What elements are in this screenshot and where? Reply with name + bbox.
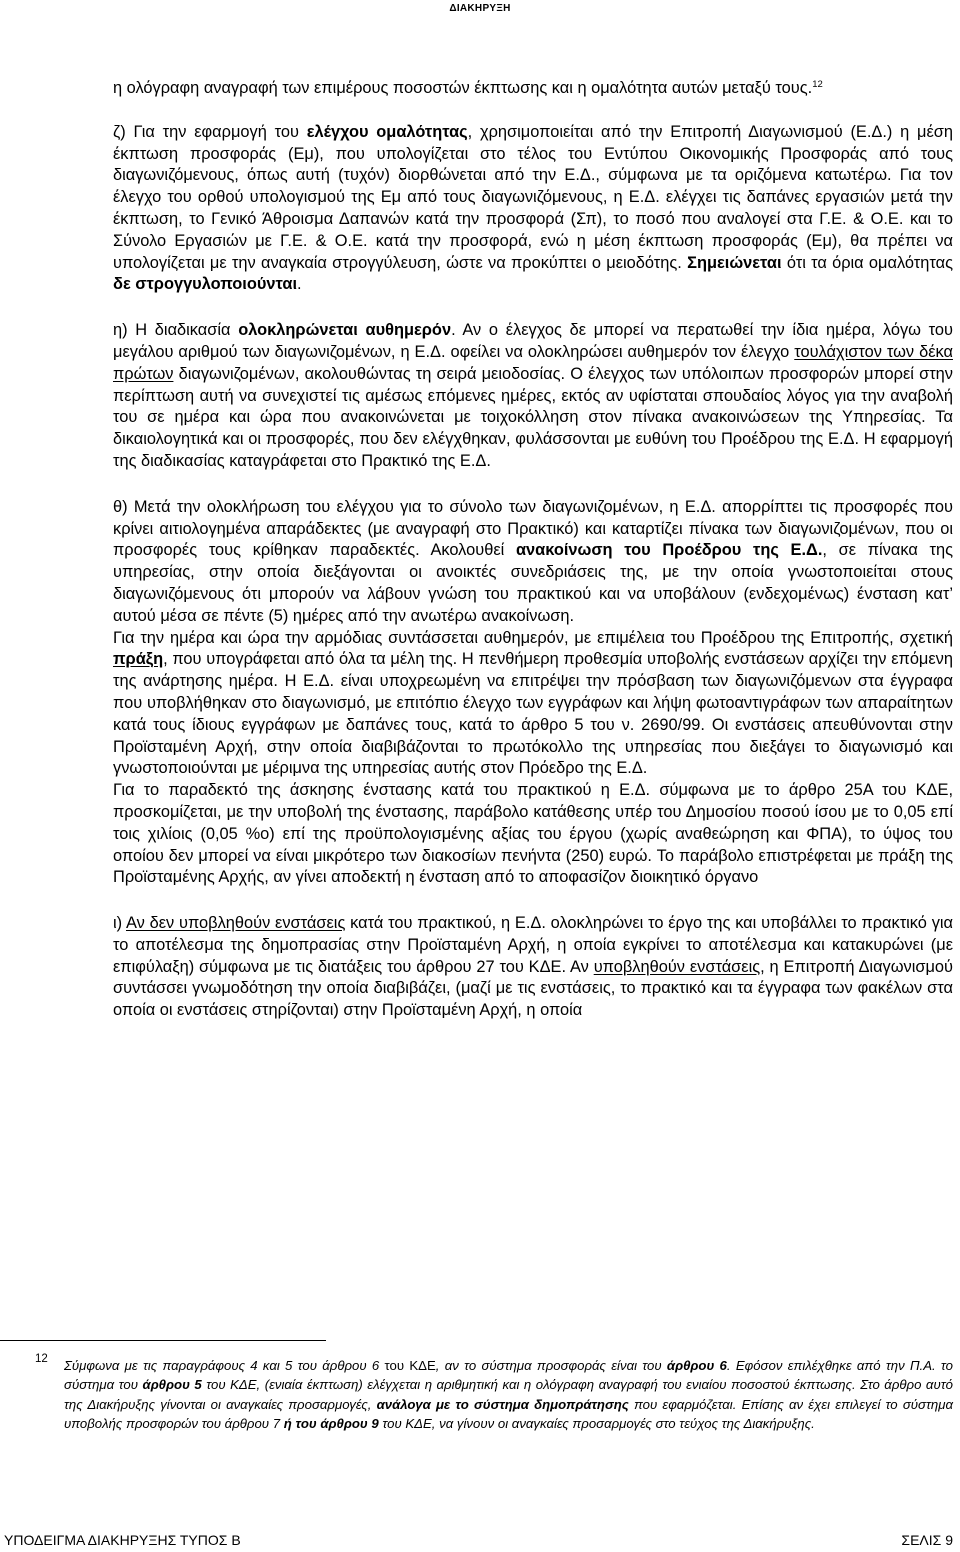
footnote: Σύμφωνα με τις παραγράφους 4 και 5 του άρθρου 6 του ΚΔΕ, αν το σύστημα προσφοράς είναι του άρθρου 6. Εφόσον επιλέχθηκε από την Π.Α. το σύστημα του άρθρου 5 του ΚΔΕ, (ενιαία έκπτωση) ελέγχεται η αριθμητική και η ολόγραφη αναγραφή του ενιαίου ποσοστού έκπτωσης. Στο άρθρο αυτό της Διακήρυξης γίνονται οι αναγκαίες προσαρμογές, ανάλογα με το σύστημα δημοπράτησης που εφαρμόζεται. Επίσης αν έχει επιλεγεί το σύστημα υποβολής προσφορών του άρθρου 7 ή του άρθρου 9 του ΚΔΕ, να γίνουν οι αναγκαίες προσαρμογές στο τεύχος της Διακήρυξης. bbox=[64, 1358, 954, 1431]
document-header: ΔΙΑΚΗΡΥΞΗ bbox=[449, 3, 511, 14]
paragraph-iota: ι) Αν δεν υποβληθούν ενστάσεις κατά του πρακτικού, η Ε.Δ. ολοκληρώνει το έργο της και υποβάλλει το πρακτικό για το αποτέλεσμα της δημοπρασίας στην Προϊσταμένη Αρχή, η οποία εγκρίνει το αποτέλεσμα και κατακυρώνει (με επιφύλαξη) σύμφωνα με τις διατάξεις του άρθρου 27 του ΚΔΕ. Αν υποβληθούν ενστάσεις, η Επιτροπή Διαγωνισμού συντάσσει γνωμοδότηση την οποία διαβιβάζει, (μαζί με τις ενστάσεις, το πρακτικό και τα έγγραφα των φακέλων στα οποία οι ενστάσεις στηρίζονται) στην Προϊσταμένη Αρχή, η οποία bbox=[113, 914, 954, 1020]
paragraph-pratksi: Για την ημέρα και ώρα την αρμόδιας συντάσσεται αυθημερόν, με επιμέλεια του Προέδρου της Επιτροπής, σχετική πράξη, που υπογράφεται από όλα τα μέλη της. Η πενθήμερη προθεσμία υποβολής ενστάσεων αρχίζει την επόμενη της ανάρτησης ημέρα. Η Ε.Δ. είναι υποχρεωμένη να επιτρέψει την πρόσβαση των διαγωνιζόμενων στα έγγραφα που υποβλήθηκαν στο διαγωνισμό, με επιτόπιο έλεγχο των εγγράφων και λήψη φωτοαντιγράφων των απαραίτητων κατά τους ίδιους εγγράφων με δαπάνες τους, κατά το άρθρο 5 του ν. 2690/99. Οι ενστάσεις απευθύνονται στην Προϊσταμένη Αρχή, στην οποία διαβιβάζονται το πρωτόκολλο της υπηρεσίας που διεξάγει το διαγωνισμό και γνωστοποιούνται με μέριμνα της υπηρεσίας αυτής στον Πρόεδρο της Ε.Δ. bbox=[113, 628, 953, 778]
footnote-reference[interactable]: 12 bbox=[812, 79, 823, 90]
document-body bbox=[113, 78, 953, 1022]
paragraph-z: ζ) Για την εφαρμογή του ελέγχου ομαλότητας, χρησιμοποιείται από την Επιτροπή Διαγωνισμού (Ε.Δ.) η μέση έκπτωση προσφοράς (Εμ), που υπολογίζεται στο τέλος του Εντύπου Οικονομικής Προσφοράς από τους διαγωνιζόμενους, όπως αυτή (τυχόν) διορθώνεται από την Ε.Δ., σύμφωνα με τα οριζόμενα κατωτέρω. Για τον έλεγχο του ορθού υπολογισμού της Εμ από τους διαγωνιζόμενους, η Ε.Δ. ελέγχει τις δαπάνες εργασιών μετά την έκπτωση, το Γενικό Άθροισμα Δαπανών κατά την προσφορά (Σπ), το ποσό που αναλογεί στα Γ.Ε. & Ο.Ε. και το Σύνολο Εργασιών με Γ.Ε. & Ο.Ε. κατά την προσφορά, ενώ η μέση έκπτωση προσφοράς (Εμ), θα πρέπει να υπολογίζεται με την αναγκαία στρογγύλευση, ώστε να προκύπτει ο μειοδότης. Σημειώνεται ότι τα όρια ομαλότητας δε στρογγυλοποιούνται. bbox=[113, 122, 954, 294]
paragraph-i: η) Η διαδικασία ολοκληρώνεται αυθημερόν. Αν ο έλεγχος δε μπορεί να περατωθεί την ίδια ημέρα, λόγω του μεγάλου αριθμού των διαγωνιζομένων, η Ε.Δ. οφείλει να ολοκληρώσει αυθημερόν τον έλεγχο τουλάχιστον των δέκα πρώτων διαγωνιζομένων, ακολουθώντας τη σειρά μειοδοσίας. Ο έλεγχος των υπόλοιπων προσφορών μπορεί στην περίπτωση αυτή να συνεχιστεί τις αμέσως επόμενες ημέρες, εκτός αν υφίσταται σπουδαίος λόγος για την αναβολή του σε ημέρα και ώρα που ανακοινώνεται με τοιχοκόλληση στον πίνακα ανακοινώσεων της Υπηρεσίας. Τα δικαιολογητικά και οι προσφορές, που δεν ελέγχθηκαν, φυλάσσονται με ευθύνη του Προέδρου της Ε.Δ. Η εφαρμογή της διαδικασίας καταγράφεται στο Πρακτικό της Ε.Δ. bbox=[113, 321, 953, 470]
paragraph-th: θ) Μετά την ολοκλήρωση του ελέγχου για το σύνολο των διαγωνιζομένων, η Ε.Δ. απορρίπτει τις προσφορές που κρίνει αιτιολογημένα απαράδεκτες (με αναγραφή στο Πρακτικό) και καταρτίζει πίνακα των διαγωνιζομένων, που οι προσφορές τους κρίθηκαν παραδεκτές. Ακολουθεί ανακοίνωση του Προέδρου της Ε.Δ., σε πίνακα της υπηρεσίας, στην οποία διεξάγονται οι ανοικτές συνεδριάσεις της, με την οποία γνωστοποιείται στους διαγωνιζόμενους ότι μπορούν να λάβουν γνώση του πρακτικού και να υποβάλουν (ενδεχομένως) ένσταση κατ’ αυτού μέσα σε πέντε (5) ημέρες από την ανωτέρω ανακοίνωση. bbox=[113, 497, 953, 625]
footer-page-number: ΣΕΛΙΣ 9 bbox=[901, 1532, 953, 1548]
footnote-separator bbox=[0, 1340, 326, 1341]
paragraph-1: η ολόγραφη αναγραφή των επιμέρους ποσοστών έκπτωσης και η ομαλότητα αυτών μεταξύ τους.$^{12}$ bbox=[113, 79, 823, 97]
footer-document-title: ΥΠΟΔΕΙΓΜΑ ΔΙΑΚΗΡΥΞΗΣ ΤΥΠΟΣ Β bbox=[4, 1532, 241, 1548]
footnote-number: 12 bbox=[35, 1353, 48, 1365]
paragraph-paravolo: Για το παραδεκτό της άσκησης ένστασης κατά του πρακτικού η Ε.Δ. σύμφωνα με το άρθρο 25Α του ΚΔΕ, προσκομίζεται, με την υποβολή της ένστασης, παράβολο κατάθεσης υπέρ του Δημοσίου ποσού ίσου με το 0,05 επί τοις χιλίοις (0,05 %ο) επί της προϋπολογισμένης αξίας του έργου (χωρίς αναθεώρηση και ΦΠΑ), το ύψος του οποίου δεν μπορεί να είναι μικρότερο των διακοσίων πενήντα (250) ευρώ. Το παράβολο επιστρέφεται με πράξη της Προϊσταμένης Αρχής, αν γίνει αποδεκτή η ένσταση από το αποφασίζον διοικητικό όργανο bbox=[113, 781, 953, 887]
